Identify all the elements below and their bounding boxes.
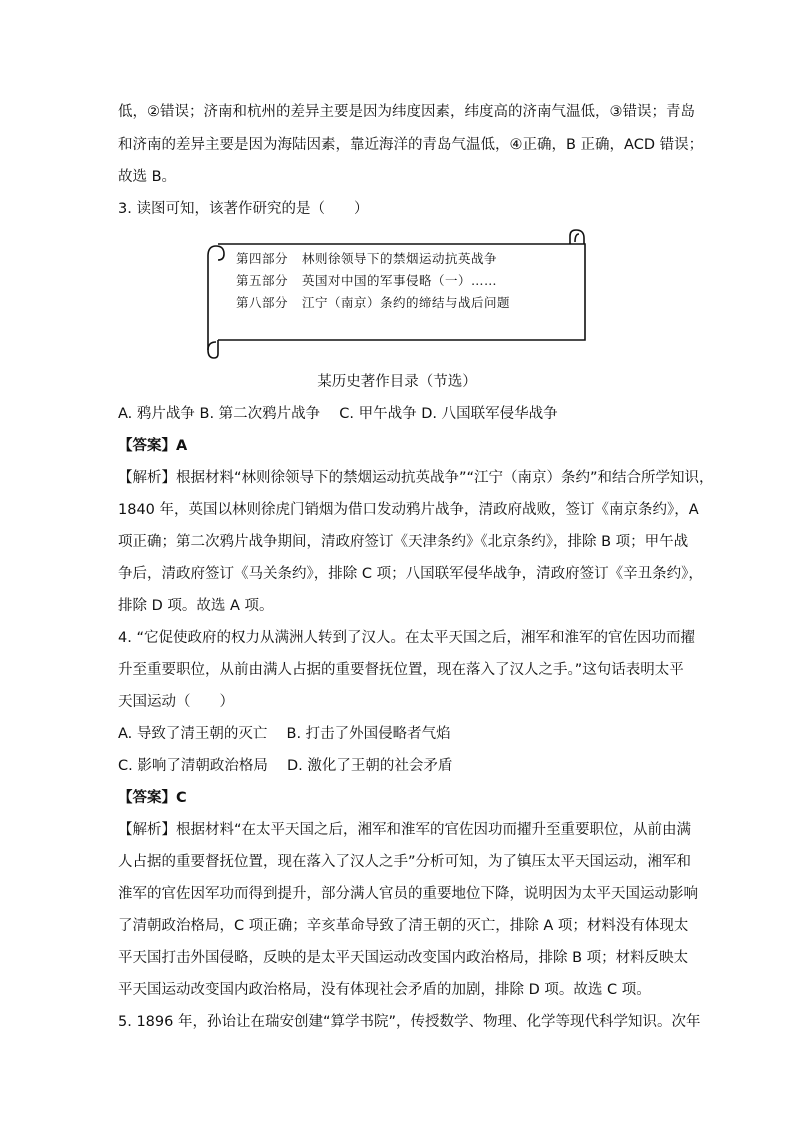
analysis-line: 平天国运动改变国内政治格局，没有体现社会矛盾的加剧，排除 D 项。故选 C 项。 [118,982,651,998]
paragraph-line: 故选 B。 [118,169,177,185]
analysis-line: 淮军的官佐因军功而得到提升，部分满人官员的重要地位下降，说明因为太平天国运动影响 [118,886,698,902]
analysis-line: 【解析】根据材料“在太平天国之后，湘军和淮军的官佐因功而擢升至重要职位，从前由满 [118,822,692,838]
paragraph-line: 和济南的差异主要是因为海陆因素，靠近海洋的青岛气温低，④正确，B 正确，ACD 错误； [118,137,704,153]
toc-row [236,272,497,290]
question-4-stem: 升至重要职位，从前由满人占据的重要督抚位置，现在落入了汉人之手。”这句话表明太平 [118,662,684,678]
question-5-stem: 5. 1896 年，孙诒让在瑞安创建“算学书院”，传授数学、物理、化学等现代科学知识。次年 [118,1014,701,1030]
analysis-line: 【解析】根据材料“林则徐领导下的禁烟运动抗英战争”“江宁（南京）条约”和结合所学知识， [118,470,714,486]
toc-title: 林则徐领导下的禁烟运动抗英战争 [302,251,498,266]
question-4-options: C. 影响了清朝政治格局 D. 激化了王朝的社会矛盾 [118,758,453,774]
question-4-stem: 天国运动（ ） [118,694,234,710]
toc-row [236,250,497,268]
analysis-line: 平天国打击外国侵略，反映的是太平天国运动改变国内政治格局，排除 B 项；材料反映太 [118,950,689,966]
analysis-line: 争后，清政府签订《马关条约》，排除 C 项；八国联军侵华战争，清政府签订《辛丑条约》， [118,566,703,582]
question-4-stem: 4. “它促使政府的权力从满洲人转到了汉人。在太平天国之后，湘军和淮军的官佐因功而擢 [118,630,695,646]
toc-part-label: 第五部分 [236,273,289,288]
toc-part-label: 第八部分 [236,295,289,310]
question-4-options: A. 导致了清王朝的灭亡 B. 打击了外国侵略者气焰 [118,726,451,742]
toc-title: 江宁（南京）条约的缔结与战后问题 [302,295,511,310]
analysis-line: 人占据的重要督抚位置，现在落入了汉人之手”分析可知，为了镇压太平天国运动，湘军和 [118,854,692,870]
analysis-line: 了清朝政治格局，C 项正确；辛亥革命导致了清王朝的灭亡，排除 A 项；材料没有体现太 [118,918,689,934]
analysis-line: 1840 年，英国以林则徐虎门销烟为借口发动鸦片战争，清政府战败，签订《南京条约》，A [118,502,699,518]
toc-part-label: 第四部分 [236,251,289,266]
toc-row [236,294,510,312]
scroll-figure [200,228,592,360]
question-3-answer: 【答案】A [118,438,188,454]
toc-title: 英国对中国的军事侵略（一）…… [302,273,498,288]
analysis-line: 项正确；第二次鸦片战争期间，清政府签订《天津条约》《北京条约》，排除 B 项；甲午战 [118,534,689,550]
question-3-stem: 3. 读图可知，该著作研究的是（ ） [118,201,369,217]
question-3-options: A. 鸦片战争 B. 第二次鸦片战争 C. 甲午战争 D. 八国联军侵华战争 [118,406,558,422]
paragraph-line: 低，②错误；济南和杭州的差异主要是因为纬度因素，纬度高的济南气温低，③错误；青岛 [118,104,695,120]
figure-caption: 某历史著作目录（节选） [317,374,477,390]
question-4-answer: 【答案】C [118,790,187,806]
analysis-line: 排除 D 项。故选 A 项。 [118,598,274,614]
